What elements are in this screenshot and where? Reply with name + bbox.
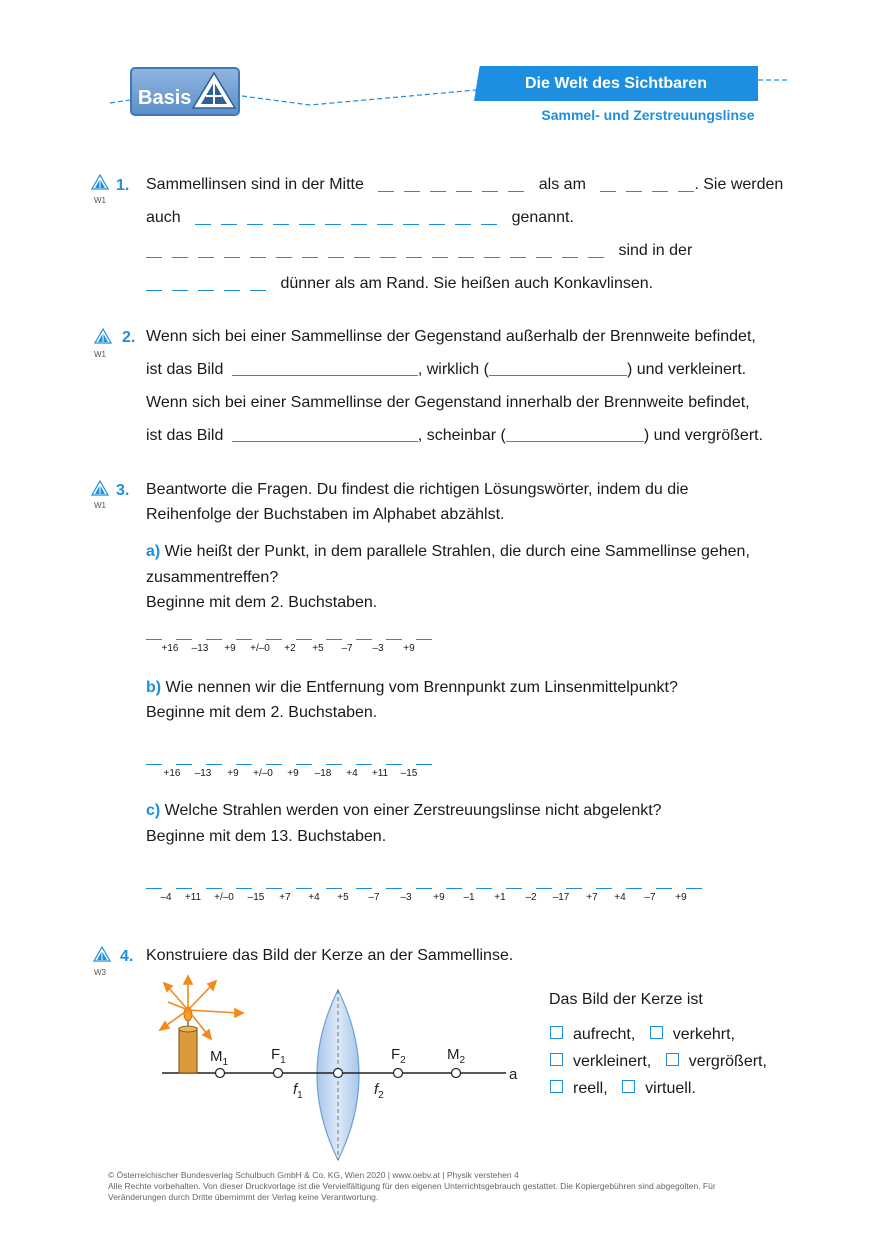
task3a-label: a) [146, 543, 161, 560]
task2-line3: Wenn sich bei einer Sammellinse der Gegenstand innerhalb der Brennweite befindet, [146, 394, 750, 411]
task1-line3 [146, 242, 692, 260]
option-label: virtuell. [645, 1080, 696, 1097]
code: –7 [341, 643, 353, 654]
task4-number: 4. [120, 948, 134, 965]
label-m2-sub: 2 [459, 1055, 466, 1066]
task2-line4 [146, 427, 763, 445]
task1-text: sind in der [618, 242, 693, 259]
task1-text: . Sie werden [694, 176, 784, 193]
answer-blank[interactable] [195, 209, 507, 227]
point-m1[interactable] [216, 1069, 225, 1078]
task3a-hint: Beginne mit dem 2. Buchstaben. [146, 594, 378, 611]
task1-line2 [146, 209, 574, 227]
task1-text: auch [146, 209, 181, 226]
task3c-question [146, 802, 662, 820]
checkbox-verkehrt[interactable] [650, 1026, 663, 1039]
code: +/–0 [250, 643, 270, 654]
task4-answer-title: Das Bild der Kerze ist [549, 991, 703, 1008]
option-label: reell, [573, 1080, 608, 1097]
task3b-letter-blanks[interactable] [146, 749, 442, 767]
task2-text: ist das Bild [146, 427, 224, 444]
label-axis: a [509, 1066, 518, 1083]
svg-text:F1 [271, 1046, 286, 1066]
checkbox-virtuell[interactable] [622, 1080, 635, 1093]
footer-line-1: © Österreichischer Bundesverlag Schulbuch GmbH & Co. KG, Wien 2020 | www.oebv.at | Physik verstehen 4 [108, 1170, 519, 1180]
code: +4 [346, 768, 358, 779]
task1-line4 [146, 275, 653, 293]
point-f1[interactable] [274, 1069, 283, 1078]
level-pyramid-icon [91, 480, 109, 496]
task3c-letter-blanks[interactable] [146, 873, 712, 891]
code: +9 [433, 892, 445, 903]
code: +1 [494, 892, 506, 903]
footer-line-2: Alle Rechte vorbehalten. Von dieser Druckvorlage ist die Vervielfältigung für den eigenen Unterrichtsgebrauch gestattet. Die Kopiergebühren sind abgegolten. Für [108, 1181, 716, 1191]
task1-text: als am [538, 176, 586, 193]
checkbox-aufrecht[interactable] [550, 1026, 563, 1039]
task2-line1: Wenn sich bei einer Sammellinse der Gegenstand außerhalb der Brennweite befindet, [146, 328, 756, 345]
svg-text:M2 [447, 1046, 466, 1066]
code: +11 [184, 892, 202, 903]
task2-text: ) und vergrößert. [643, 427, 764, 444]
point-center[interactable] [334, 1069, 343, 1078]
option-label: aufrecht, [573, 1026, 636, 1043]
svg-text:f1 [293, 1081, 303, 1101]
light-rays-icon [160, 976, 243, 1039]
code: +7 [586, 892, 598, 903]
code: +/–0 [214, 892, 234, 903]
answer-line[interactable] [506, 427, 644, 442]
task3c-label: c) [146, 802, 161, 819]
code: –2 [525, 892, 537, 903]
code: +5 [337, 892, 349, 903]
answer-line[interactable] [489, 361, 627, 376]
code: –13 [194, 768, 212, 779]
answer-line[interactable] [232, 361, 418, 376]
task3a-letter-blanks[interactable] [146, 624, 442, 642]
point-f2[interactable] [394, 1069, 403, 1078]
code: +16 [163, 768, 181, 779]
code: –7 [368, 892, 380, 903]
label-f2: F [391, 1046, 401, 1063]
label-m1-sub: 1 [222, 1057, 229, 1068]
task2-number: 2. [122, 329, 136, 346]
task1-level: W1 [94, 196, 106, 205]
code: +9 [287, 768, 299, 779]
task1-text: genannt. [511, 209, 574, 226]
code: –15 [400, 768, 418, 779]
code: –3 [372, 643, 384, 654]
candle-icon [179, 1028, 197, 1073]
code: –7 [644, 892, 656, 903]
level-pyramid-icon [91, 174, 109, 190]
task3-intro1: Beantworte die Fragen. Du findest die richtigen Lösungswörter, indem du die [146, 481, 689, 498]
header-subtitle: Sammel- und Zerstreuungslinse [541, 107, 755, 123]
code: +9 [403, 643, 415, 654]
header-title: Die Welt des Sichtbaren [525, 75, 707, 92]
label-focal1-sub: 1 [297, 1090, 303, 1101]
label-m2: M [447, 1046, 460, 1063]
task3a-text: Wie heißt der Punkt, in dem parallele Strahlen, die durch eine Sammellinse gehen, [160, 543, 750, 560]
task2-text: , scheinbar ( [417, 427, 506, 444]
label-f1-sub: 1 [280, 1055, 286, 1066]
checkbox-vergroessert[interactable] [666, 1053, 679, 1066]
task3a-codes [156, 643, 424, 654]
code: –15 [247, 892, 265, 903]
task3b-hint: Beginne mit dem 2. Buchstaben. [146, 704, 378, 721]
label-m1: M [210, 1048, 223, 1065]
task1-number: 1. [116, 177, 130, 194]
code: +11 [371, 768, 389, 779]
task3b-codes [158, 768, 422, 779]
task1-line1 [146, 176, 783, 194]
answer-blank[interactable] [146, 275, 276, 293]
task1-text: Sammellinsen sind in der Mitte [146, 176, 364, 193]
task4-option-row-1 [550, 1026, 735, 1044]
label-focal2-sub: 2 [378, 1090, 384, 1101]
task2-text: ) und verkleinert. [626, 361, 747, 378]
checkbox-reell[interactable] [550, 1080, 563, 1093]
task4-prompt: Konstruiere das Bild der Kerze an der Sammellinse. [146, 947, 514, 964]
task2-line2 [146, 361, 746, 379]
code: +2 [284, 643, 296, 654]
label-focal1: f [293, 1081, 298, 1098]
footer [108, 1170, 788, 1203]
task3b-label: b) [146, 679, 162, 696]
task3b-question [146, 679, 678, 697]
task1-text: dünner als am Rand. Sie heißen auch Konkavlinsen. [280, 275, 654, 292]
task3a-question [146, 543, 750, 561]
task4-option-row-3 [550, 1080, 696, 1098]
code: +/–0 [253, 768, 273, 779]
label-f2-sub: 2 [400, 1055, 406, 1066]
code: –18 [314, 768, 332, 779]
task3c-hint: Beginne mit dem 13. Buchstaben. [146, 828, 387, 845]
code: –3 [400, 892, 412, 903]
code: –4 [160, 892, 172, 903]
checkbox-verkleinert[interactable] [550, 1053, 563, 1066]
task3b-text: Wie nennen wir die Entfernung vom Brennpunkt zum Linsenmittelpunkt? [161, 679, 678, 696]
answer-blank[interactable] [146, 242, 614, 260]
code: +4 [308, 892, 320, 903]
level-pyramid-icon [94, 328, 112, 344]
task3a-question2: zusammentreffen? [146, 569, 279, 586]
option-label: vergrößert, [688, 1053, 767, 1070]
task4-option-row-2 [550, 1053, 767, 1071]
answer-blank[interactable] [600, 176, 694, 194]
code: +9 [224, 643, 236, 654]
label-focal2: f [374, 1081, 379, 1098]
svg-text:f2 [374, 1081, 384, 1101]
task2-level: W1 [94, 350, 106, 359]
footer-line-3: Veränderungen durch Dritte übernimmt der Verlag keine Verantwortung. [108, 1192, 379, 1202]
code: –13 [191, 643, 209, 654]
label-f1: F [271, 1046, 281, 1063]
task3-level: W1 [94, 501, 106, 510]
basis-label: Basis [138, 87, 192, 109]
code: +9 [227, 768, 239, 779]
option-label: verkehrt, [672, 1026, 735, 1043]
answer-line[interactable] [232, 427, 418, 442]
task3-number: 3. [116, 482, 130, 499]
point-m2[interactable] [452, 1069, 461, 1078]
code: +7 [279, 892, 291, 903]
lens-diagram[interactable] [150, 965, 530, 1170]
task3c-text: Welche Strahlen werden von einer Zerstreuungslinse nicht abgelenkt? [160, 802, 662, 819]
option-label: verkleinert, [573, 1053, 652, 1070]
svg-text:F2 [391, 1046, 406, 1066]
task2-text: , wirklich ( [417, 361, 489, 378]
svg-text:M1 [210, 1048, 229, 1068]
answer-blank[interactable] [378, 176, 534, 194]
level-pyramid-icon [93, 946, 111, 962]
task4-level: W3 [94, 968, 106, 977]
basis-pyramid-icon [190, 70, 238, 112]
code: +9 [675, 892, 687, 903]
code: –17 [552, 892, 570, 903]
code: +4 [614, 892, 626, 903]
task3-intro2: Reihenfolge der Buchstaben im Alphabet abzählst. [146, 506, 505, 523]
code: +5 [312, 643, 324, 654]
code: –1 [463, 892, 475, 903]
code: +16 [161, 643, 179, 654]
task3c-codes [152, 892, 696, 903]
task2-text: ist das Bild [146, 361, 224, 378]
